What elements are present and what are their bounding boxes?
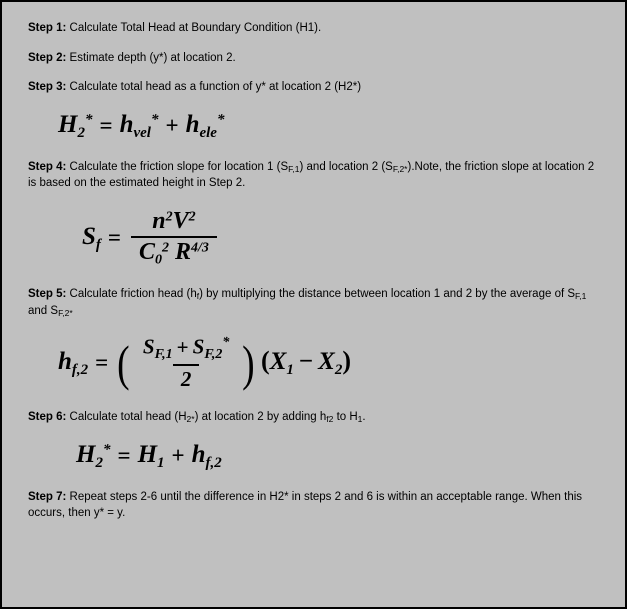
eq2-fraction — [131, 208, 217, 268]
step-7-text: Repeat steps 2-6 until the difference in H2* in steps 2 and 6 is within an acceptable range. When this occurs, then y* = y. — [28, 490, 583, 520]
step-4-label: Step 4: — [28, 160, 67, 173]
step-2 — [28, 50, 603, 67]
step-6-text-c: to H — [333, 411, 358, 424]
eq3-num-s2-sup: * — [222, 335, 230, 351]
step-5-label: Step 5: — [28, 288, 67, 301]
step-6-text-d: . — [362, 411, 366, 424]
eq3-equals: = — [95, 350, 109, 376]
eq4-equals: = — [117, 443, 131, 469]
eq3-x1: X — [269, 348, 287, 376]
step-6-sub-c: 1 — [357, 414, 363, 425]
eq1-term2-sup: * — [216, 111, 225, 128]
eq3-numerator — [135, 335, 237, 364]
eq3-paren-open: ( — [117, 335, 130, 392]
eq1-lhs-var: H — [58, 111, 78, 139]
eq3-lhs-sub: f,2 — [71, 361, 89, 378]
eq3-fraction — [135, 335, 237, 391]
step-5-text-c: and S — [28, 304, 59, 317]
eq1-term2-sub: ele — [199, 124, 217, 141]
eq4-term1-var: H — [137, 440, 158, 468]
eq3-num-s2: S — [192, 335, 205, 360]
eq3-num-s1: S — [142, 335, 155, 360]
eq2-num-n: n — [152, 208, 166, 235]
eq2-lhs-var: S — [82, 222, 96, 250]
equation-total-head — [28, 112, 603, 141]
eq3-x2-sub: 2 — [334, 362, 343, 379]
step-4-text-a: Calculate the friction slope for location 1 (S — [66, 160, 289, 173]
eq3-paren-close: ) — [242, 335, 255, 392]
step-7 — [28, 489, 603, 522]
step-2-text: Estimate depth (y*) at location 2. — [66, 51, 236, 64]
eq1-lhs-sub: 2 — [77, 124, 85, 141]
eq2-den-c-sub: 0 — [155, 252, 163, 268]
eq2-denominator — [131, 236, 217, 269]
eq2-num-v: V — [172, 208, 189, 235]
eq3-x2: X — [318, 348, 335, 376]
step-5-text-b: ) by multiplying the distance between location 1 and 2 by the average of S — [199, 288, 576, 301]
step-3-label: Step 3: — [28, 81, 67, 94]
step-6-sup-a: 2* — [186, 414, 195, 425]
eq3-num-s1-sub: F,1 — [154, 347, 173, 363]
eq2-num-v-sup: 2 — [188, 209, 196, 225]
eq3-minus: − — [298, 348, 314, 376]
eq2-lhs-sub: f — [95, 236, 101, 253]
step-2-label: Step 2: — [28, 51, 67, 64]
eq1-plus: + — [165, 113, 179, 139]
step-5-text-a: Calculate friction head (h — [66, 288, 197, 301]
eq1-term1-sub: vel — [133, 124, 151, 141]
step-3-text: Calculate total head as a function of y* at location 2 (H2*) — [66, 81, 362, 94]
eq3-num-plus: + — [176, 335, 189, 360]
equation-friction-head — [28, 335, 603, 391]
step-5-sub-b: F,1 — [575, 291, 587, 302]
equation-friction-slope — [28, 208, 603, 268]
eq2-den-r: R — [175, 238, 192, 265]
eq4-lhs-sup: * — [102, 441, 111, 458]
eq2-den-r-sup: 4/3 — [191, 239, 209, 255]
step-6-label: Step 6: — [28, 411, 67, 424]
eq2-equals: = — [107, 225, 122, 251]
step-6-text-b: ) at location 2 by adding h — [194, 411, 327, 424]
step-6 — [28, 409, 603, 426]
eq3-num-s2-sub: F,2 — [204, 347, 223, 363]
eq2-den-c: C — [139, 238, 156, 265]
step-5-sub-c: F,2* — [58, 307, 73, 318]
step-1-label: Step 1: — [28, 22, 67, 34]
step-5 — [28, 286, 603, 319]
eq3-x1-sub: 1 — [286, 362, 294, 379]
step-1 — [28, 20, 603, 37]
eq4-plus: + — [171, 443, 185, 469]
eq4-lhs-sub: 2 — [95, 454, 103, 471]
eq4-term2-sub: f,2 — [205, 454, 222, 471]
eq4-lhs-var: H — [76, 440, 96, 468]
step-4 — [28, 159, 603, 192]
eq1-equals: = — [99, 113, 113, 139]
step-5-sub-a: f — [196, 291, 200, 302]
document-body — [2, 2, 625, 545]
equation-total-head-location2 — [28, 442, 603, 471]
eq2-num-n-sup: 2 — [165, 209, 173, 225]
eq1-term2-var: h — [185, 111, 200, 139]
eq1-lhs-sup: * — [84, 111, 93, 128]
eq4-term2-var: h — [191, 440, 206, 468]
eq1-term1-sup: * — [150, 111, 159, 128]
eq3-lhs-var: h — [58, 347, 72, 375]
step-6-text-a: Calculate total head (H — [66, 411, 187, 424]
eq3-group-open: ( — [261, 346, 270, 376]
eq2-numerator — [144, 208, 203, 235]
step-4-text-b: ) and location 2 (S — [299, 160, 393, 173]
eq3-group-close: ) — [342, 346, 351, 376]
eq2-den-c-sup: 2 — [162, 239, 170, 255]
eq1-term1-var: h — [119, 111, 134, 139]
eq3-denominator: 2 — [173, 364, 200, 391]
step-3 — [28, 79, 603, 96]
step-4-sub-b: F,2* — [392, 163, 408, 174]
step-4-sub-a: F,1 — [288, 163, 300, 174]
step-6-sub-b: f2 — [326, 414, 334, 425]
step-7-label: Step 7: — [28, 490, 67, 503]
step-1-text: Calculate Total Head at Boundary Condition (H1). — [66, 22, 322, 34]
step-4-text-c: ).Note, the friction slope at location 2 is based on the estimated height in Step 2. — [28, 160, 595, 190]
eq4-term1-sub: 1 — [157, 454, 165, 471]
